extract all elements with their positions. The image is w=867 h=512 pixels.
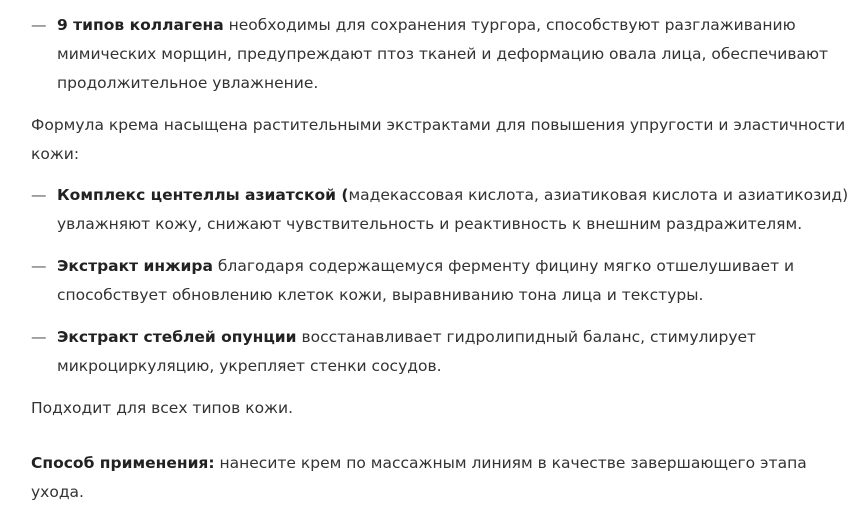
bullet-title: Экстракт стеблей опунции xyxy=(57,328,297,346)
dash-marker: — xyxy=(31,328,47,346)
bullet-text: восстанавливает гидролипидный баланс, стимулирует микроциркуляцию, укрепляет стенки сосудов. xyxy=(57,328,757,375)
usage-text: нанесите крем по массажным линиям в качестве завершающего этапа ухода. xyxy=(31,454,807,501)
dash-marker: — xyxy=(31,257,47,275)
bullet-text: необходимы для сохранения тургора, способствуют разглаживанию мимических морщин, предупреждают птоз тканей и деформацию овала лица, обеспечивают продолжительное увлажнение. xyxy=(57,16,829,92)
skin-types-note: Подходит для всех типов кожи. xyxy=(31,399,294,417)
formula-intro: Формула крема насыщена растительными экстрактами для повышения упругости и эластичности кожи: xyxy=(31,116,846,163)
usage-instructions xyxy=(31,449,851,507)
dash-marker: — xyxy=(31,186,47,204)
bullet-text: благодаря содержащемуся ферменту фицину мягко отшелушивает и способствует обновлению клеток кожи, выравниванию тона лица и текстуры. xyxy=(57,257,795,304)
usage-label: Способ применения: xyxy=(31,454,215,472)
bullet-title: Комплекс центеллы азиатской ( xyxy=(57,186,349,204)
opuntia-extract-bullet xyxy=(31,323,851,381)
fig-extract-bullet xyxy=(31,252,851,310)
bullet-title: Экстракт инжира xyxy=(57,257,213,275)
bullet-title: 9 типов коллагена xyxy=(57,16,224,34)
centella-bullet xyxy=(31,181,851,239)
dash-marker: — xyxy=(31,16,47,34)
collagen-bullet xyxy=(31,11,851,98)
bullet-text: мадекассовая кислота, азиатиковая кислота и азиатикозид) увлажняют кожу, снижают чувствительность и реактивность к внешним раздражителям. xyxy=(57,186,849,233)
